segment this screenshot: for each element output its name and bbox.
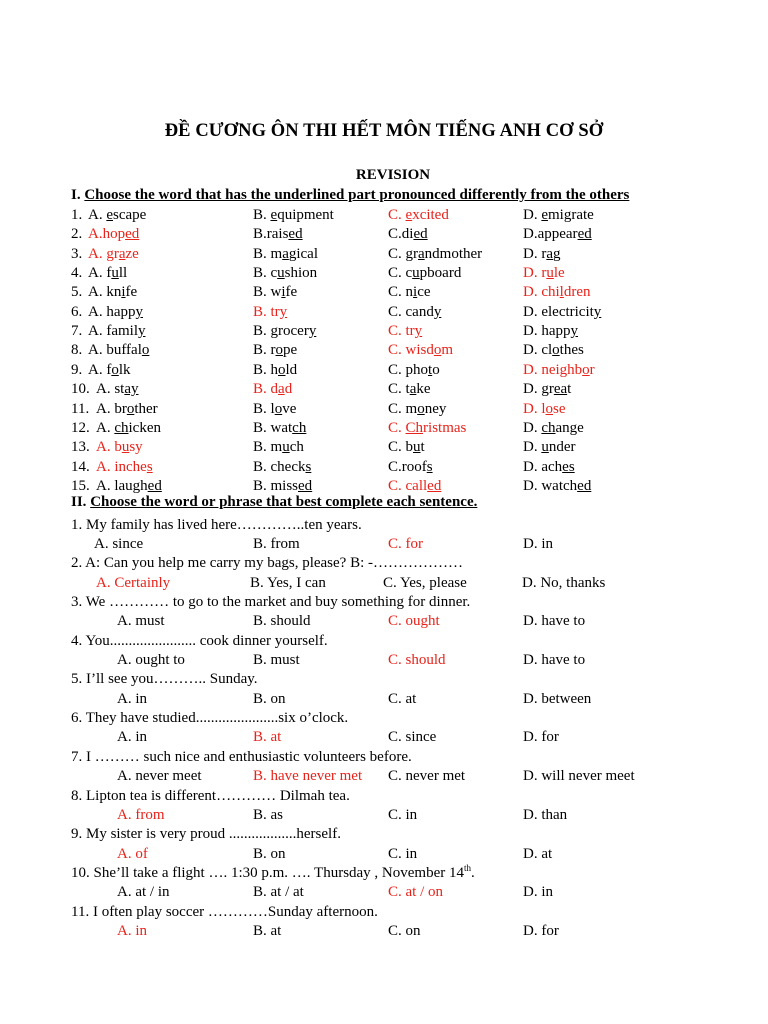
answer-option: B. cushion xyxy=(253,265,318,282)
answer-option: A. never meet xyxy=(117,768,202,785)
question-number: 14. xyxy=(71,458,90,475)
question-row xyxy=(0,322,768,341)
question-text: 3. We ………… to go to the market and buy something for dinner. xyxy=(71,594,471,610)
question-row xyxy=(0,225,768,244)
answer-option: D. electricity xyxy=(523,303,602,320)
answer-option: B. watch xyxy=(253,419,307,436)
question-row xyxy=(0,400,768,419)
answer-option: B. Yes, I can xyxy=(250,574,326,591)
question-row xyxy=(0,341,768,360)
answer-option: C. in xyxy=(388,845,418,862)
answer-option: C.roofs xyxy=(388,458,433,475)
answer-option: B. equipment xyxy=(253,207,334,223)
answer-option: C. cupboard xyxy=(388,265,462,282)
question-row xyxy=(0,245,768,264)
part2-heading-number: II. xyxy=(71,494,91,511)
question-text: 4. You....................... cook dinner yourself. xyxy=(71,632,328,649)
question-number: 15. xyxy=(71,477,90,494)
question-number: 10. xyxy=(71,381,90,398)
correct-answer-option: A. from xyxy=(117,806,165,823)
options-row xyxy=(0,806,768,825)
answer-option: D. aches xyxy=(523,458,575,475)
question-number: 6. xyxy=(71,303,83,320)
part1-heading-number: I. xyxy=(71,187,85,203)
correct-answer-option: B. have never met xyxy=(253,768,363,785)
answer-option: C. on xyxy=(388,922,421,939)
question-row xyxy=(0,361,768,380)
answer-option: B. hold xyxy=(253,361,298,378)
answer-option: D. No, thanks xyxy=(522,574,606,591)
answer-option: A. since xyxy=(94,535,144,552)
question-text-end: . xyxy=(471,864,475,881)
options-row xyxy=(0,612,768,631)
answer-option: C. photo xyxy=(388,361,440,378)
answer-option: A. at / in xyxy=(117,884,170,901)
answer-option: B. on xyxy=(253,845,286,862)
answer-option: D. will never meet xyxy=(523,768,635,785)
answer-option: D. watched xyxy=(523,477,592,494)
question-stem xyxy=(0,554,768,573)
answer-option: A. knife xyxy=(88,284,138,301)
question-number: 8. xyxy=(71,342,83,359)
answer-option: A. in xyxy=(117,729,147,746)
answer-option: B. at / at xyxy=(253,884,304,901)
answer-option: D. clothes xyxy=(523,342,584,359)
question-stem xyxy=(0,825,768,844)
answer-option: C. in xyxy=(388,806,418,823)
question-number: 13. xyxy=(71,439,90,456)
answer-option: C. Yes, please xyxy=(383,574,467,591)
question-row xyxy=(0,264,768,283)
correct-answer-option: C. wisdom xyxy=(388,342,454,359)
answer-option: A. happy xyxy=(88,303,143,320)
answer-option: B. magical xyxy=(253,245,319,262)
correct-answer-option: C. called xyxy=(388,477,442,494)
answer-option: D. at xyxy=(523,845,553,862)
question-text: 7. I ……… such nice and enthusiastic volunteers before. xyxy=(71,748,412,765)
correct-answer-option: D. lose xyxy=(523,400,566,417)
question-number: 9. xyxy=(71,361,83,378)
correct-answer-option: C. for xyxy=(388,535,423,552)
question-number: 7. xyxy=(71,323,83,340)
correct-answer-option: C. ought xyxy=(388,613,440,630)
correct-answer-option: A. Certainly xyxy=(96,574,171,591)
answer-option: A. brother xyxy=(96,400,158,417)
page-subtitle: REVISION xyxy=(355,167,431,183)
answer-option: C. money xyxy=(388,400,447,417)
options-row xyxy=(0,690,768,709)
question-row xyxy=(0,303,768,322)
options-row xyxy=(0,651,768,670)
question-number: 1. xyxy=(71,207,83,223)
question-stem xyxy=(0,903,768,922)
answer-option: D. rag xyxy=(523,245,561,262)
answer-option: A. laughed xyxy=(96,477,162,494)
part1-heading xyxy=(71,187,629,204)
question-stem xyxy=(0,748,768,767)
question-stem xyxy=(0,516,768,535)
question-stem xyxy=(0,593,768,612)
answer-option: C.died xyxy=(388,226,428,243)
answer-option: B.raised xyxy=(253,226,303,243)
answer-option: C. take xyxy=(388,381,431,398)
correct-answer-option: C. at / on xyxy=(388,884,443,901)
answer-option: C. since xyxy=(388,729,437,746)
question-row xyxy=(0,477,768,496)
answer-option: B. as xyxy=(253,806,283,823)
question-row xyxy=(0,458,768,477)
answer-option: B. checks xyxy=(253,458,312,475)
answer-option: D. between xyxy=(523,690,592,707)
answer-option: A. escape xyxy=(88,207,147,223)
correct-answer-option: A. in xyxy=(117,922,147,939)
question-text: 11. I often play soccer …………Sunday afternoon. xyxy=(71,903,378,920)
correct-answer-option: B. try xyxy=(253,303,288,320)
answer-option: B. must xyxy=(253,652,300,669)
question-text: 9. My sister is very proud ..................herself. xyxy=(71,826,341,843)
correct-answer-option: C. try xyxy=(388,323,423,340)
correct-answer-option: B. at xyxy=(253,729,282,746)
answer-option: A. in xyxy=(117,690,147,707)
question-text: 8. Lipton tea is different………… Dilmah tea. xyxy=(71,787,350,804)
answer-option: D. for xyxy=(523,729,559,746)
answer-option: B. wife xyxy=(253,284,298,301)
answer-option: A. folk xyxy=(88,361,131,378)
question-row xyxy=(0,380,768,399)
answer-option: B. from xyxy=(253,535,300,552)
question-number: 5. xyxy=(71,284,83,301)
answer-option: D. in xyxy=(523,884,553,901)
answer-option: D. under xyxy=(523,439,576,456)
answer-option: D. for xyxy=(523,922,559,939)
question-text: 1. My family has lived here…………..ten years. xyxy=(71,516,362,533)
options-row xyxy=(0,574,768,593)
correct-answer-option: B. dad xyxy=(253,381,293,398)
question-number: 4. xyxy=(71,265,83,282)
answer-option: D. have to xyxy=(523,652,586,669)
question-number: 3. xyxy=(71,245,83,262)
answer-option: B. missed xyxy=(253,477,313,494)
answer-option: D.appeared xyxy=(523,226,592,243)
answer-option: C. candy xyxy=(388,303,442,320)
correct-answer-option: D. neighbor xyxy=(523,361,595,378)
part2-heading-text: Choose the word or phrase that best complete each sentence. xyxy=(90,494,478,511)
question-number: 2. xyxy=(71,226,83,243)
answer-option: D. great xyxy=(523,381,572,398)
correct-answer-option: D. rule xyxy=(523,265,565,282)
answer-option: A. must xyxy=(117,613,165,630)
question-stem xyxy=(0,709,768,728)
question-stem xyxy=(0,632,768,651)
options-row xyxy=(0,728,768,747)
answer-option: B. rope xyxy=(253,342,298,359)
part2-heading xyxy=(71,494,477,511)
question-stem xyxy=(0,787,768,806)
page-title: ĐỀ CƯƠNG ÔN THI HẾT MÔN TIẾNG ANH CƠ SỞ xyxy=(164,121,604,141)
answer-option: D. have to xyxy=(523,613,586,630)
question-number: 12. xyxy=(71,419,90,436)
answer-option: C. grandmother xyxy=(388,245,483,262)
answer-option: B. grocery xyxy=(253,323,317,340)
answer-option: C. never met xyxy=(388,768,466,785)
options-row xyxy=(0,845,768,864)
question-row xyxy=(0,283,768,302)
answer-option: C. nice xyxy=(388,284,431,301)
correct-answer-option: A.hoped xyxy=(88,226,140,243)
answer-option: C. at xyxy=(388,690,417,707)
answer-option: D. happy xyxy=(523,323,578,340)
answer-option: B. much xyxy=(253,439,304,456)
answer-option: D. change xyxy=(523,419,584,436)
question-text: 2. A: Can you help me carry my bags, please? B: -……………… xyxy=(71,555,464,572)
answer-option: B. on xyxy=(253,690,286,707)
answer-option: B. love xyxy=(253,400,297,417)
options-row xyxy=(0,883,768,902)
question-row xyxy=(0,419,768,438)
correct-answer-option: A. of xyxy=(117,845,148,862)
correct-answer-option: A. busy xyxy=(96,439,143,456)
question-stem xyxy=(0,670,768,689)
options-row xyxy=(0,922,768,941)
part1-heading-text: Choose the word that has the underlined part pronounced differently from the others xyxy=(84,187,630,203)
question-text: 6. They have studied......................six o’clock. xyxy=(71,710,349,727)
options-row xyxy=(0,767,768,786)
answer-option: D. in xyxy=(523,535,553,552)
answer-option: D. emigrate xyxy=(523,207,594,223)
answer-option: A. family xyxy=(88,323,146,340)
ordinal-suffix: th xyxy=(464,862,472,873)
correct-answer-option: C. excited xyxy=(388,207,449,223)
answer-option: A. stay xyxy=(96,381,139,398)
correct-answer-option: A. graze xyxy=(88,245,139,262)
answer-option: B. at xyxy=(253,922,282,939)
question-text xyxy=(71,864,475,883)
answer-option: A. buffalo xyxy=(88,342,150,359)
answer-option: A. chicken xyxy=(96,419,161,436)
question-stem xyxy=(0,864,768,883)
correct-answer-option: C. should xyxy=(388,652,446,669)
answer-option: C. but xyxy=(388,439,425,456)
options-row xyxy=(0,535,768,554)
correct-answer-option: C. Christmas xyxy=(388,419,467,436)
answer-option: A. ought to xyxy=(117,652,185,669)
question-number: 11. xyxy=(71,400,90,417)
answer-option: B. should xyxy=(253,613,311,630)
question-row xyxy=(0,206,768,225)
correct-answer-option: D. children xyxy=(523,284,591,301)
question-text: 5. I’ll see you……….. Sunday. xyxy=(71,671,258,688)
answer-option: A. full xyxy=(88,265,128,282)
question-row xyxy=(0,438,768,457)
answer-option: D. than xyxy=(523,806,568,823)
question-text-part: 10. She’ll take a flight …. 1:30 p.m. …. Thursday , November 14 xyxy=(71,864,464,881)
correct-answer-option: A. inches xyxy=(96,458,153,475)
